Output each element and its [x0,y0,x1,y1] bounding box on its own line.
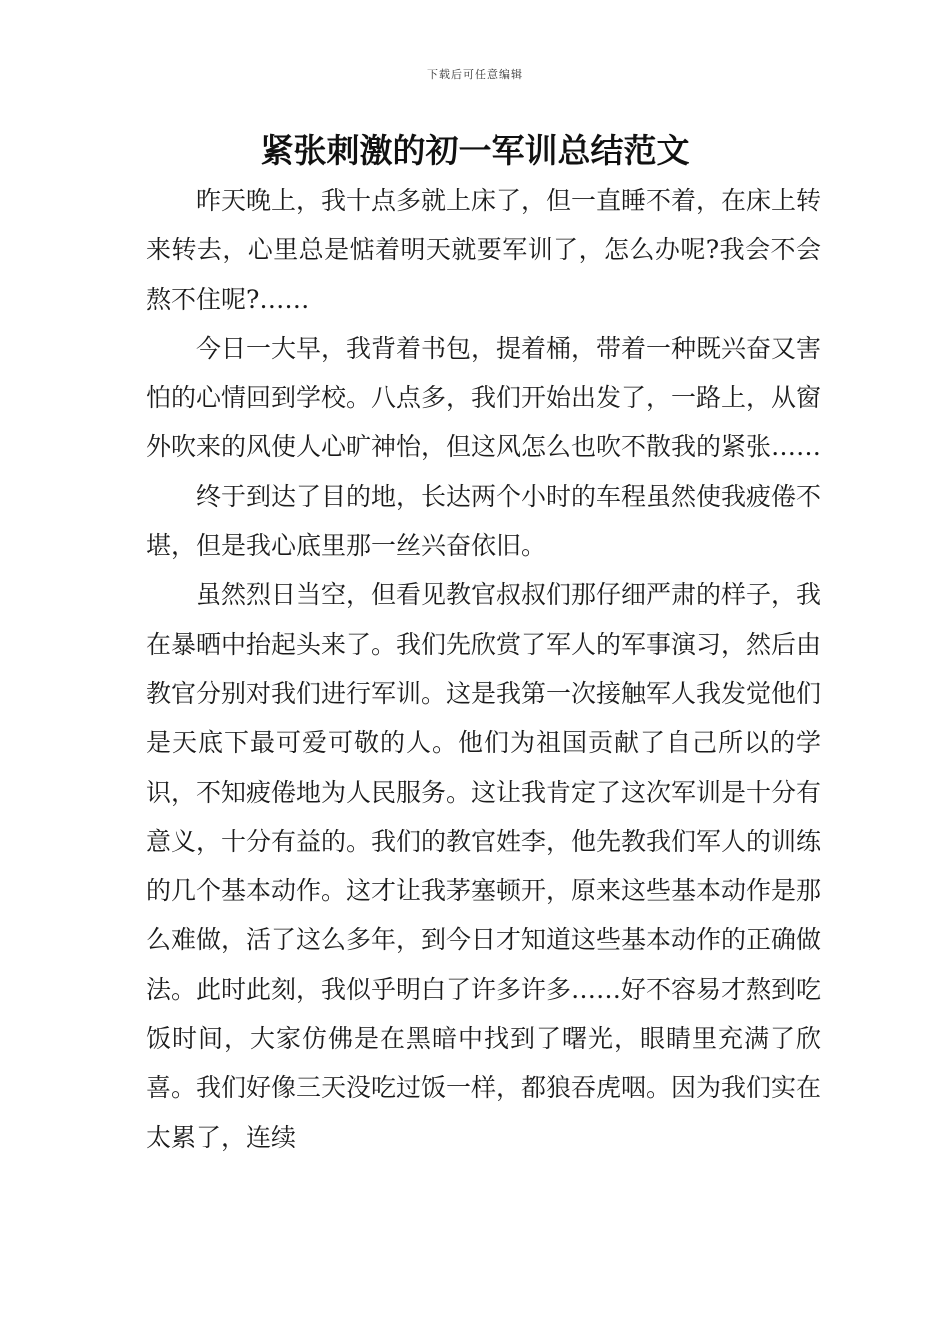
document-body [146,176,821,1162]
paragraph-2: 今日一大早，我背着书包，提着桶，带着一种既兴奋又害怕的心情回到学校。八点多，我们开始出发了，一路上，从窗外吹来的风使人心旷神怡，但这风怎么也吹不散我的紧张…… [146,333,822,462]
document-title: 紧张刺激的初一军训总结范文 [260,131,690,170]
paragraph-3: 终于到达了目的地，长达两个小时的车程虽然使我疲倦不堪，但是我心底里那一丝兴奋依旧。 [146,481,822,561]
paragraph-4: 虽然烈日当空，但看见教官叔叔们那仔细严肃的样子，我在暴晒中抬起头来了。我们先欣赏了军人的军事演习，然后由教官分别对我们进行军训。这是我第一次接触军人我发觉他们是天底下最可爱可敬的人。他们为祖国贡献了自己所以的学识，不知疲倦地为人民服务。这让我肯定了这次军训是十分有意义，十分有益的。我们的教官姓李，他先教我们军人的训练的几个基本动作。这才让我茅塞顿开，原来这些基本动作是那么难做，活了这么多年，到今日才知道这些基本动作的正确做法。此时此刻，我似乎明白了许多许多……好不容易才熬到吃饭时间，大家仿佛是在黑暗中找到了曙光，眼睛里充满了欣喜。我们好像三天没吃过饭一样，都狼吞虎咽。因为我们实在太累了，连续 [146,580,822,1152]
paragraph-1: 昨天晚上，我十点多就上床了，但一直睡不着，在床上转来转去，心里总是惦着明天就要军训了，怎么办呢?我会不会熬不住呢?…… [146,186,822,314]
page-header-note: 下载后可任意编辑 [427,68,523,81]
